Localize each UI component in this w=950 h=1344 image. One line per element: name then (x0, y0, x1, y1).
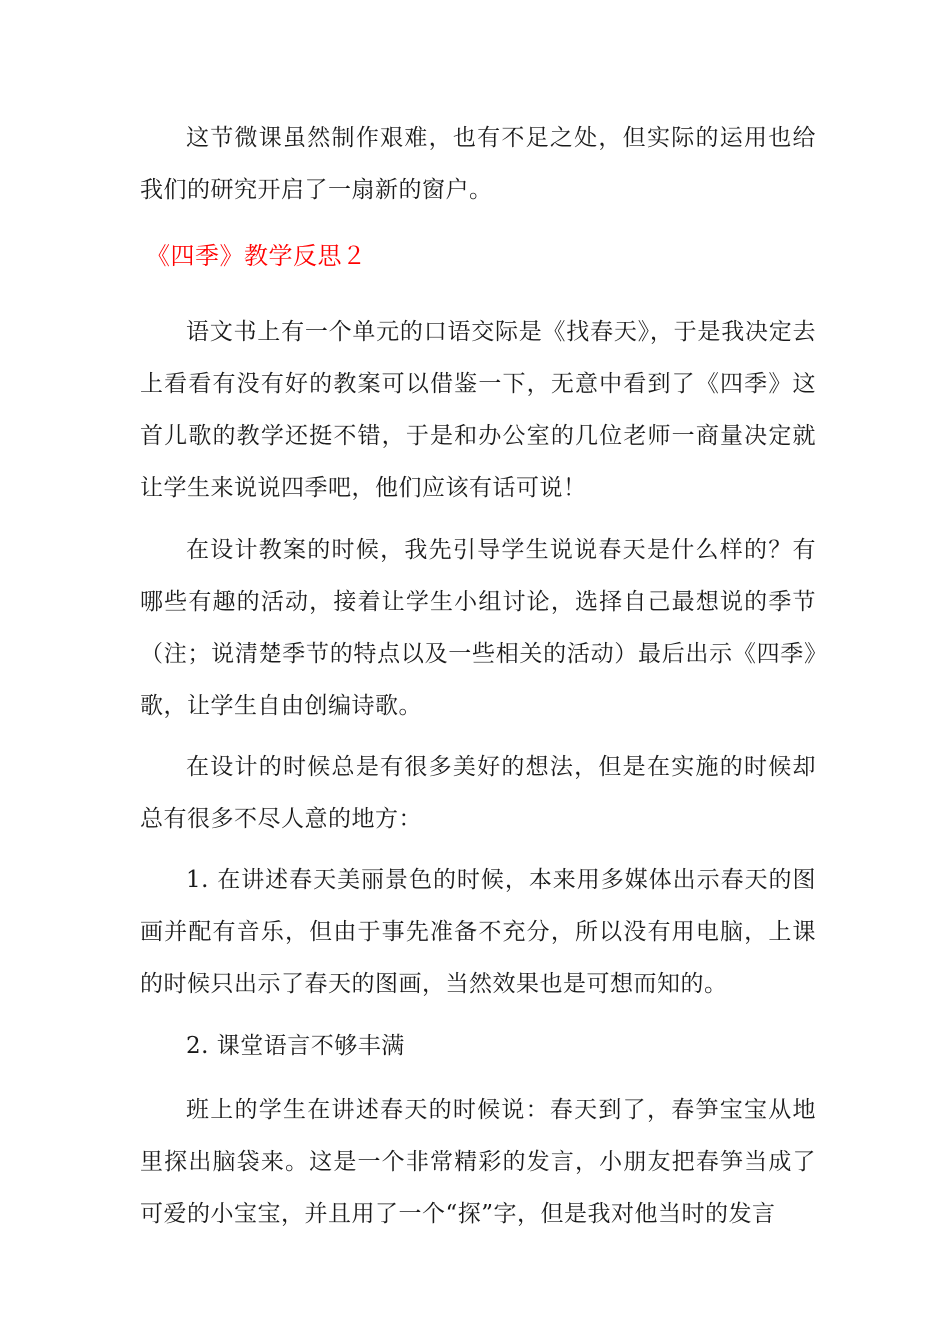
paragraph-1: 语文书上有一个单元的口语交际是《找春天》，于是我决定去上看看有没有好的教案可以借鉴一下，无意中看到了《四季》这首儿歌的教学还挺不错，于是和办公室的几位老师一商量决定就让学生来说说四季吧，他们应该有话可说！ (140, 319, 816, 501)
paragraph-3: 在设计的时候总是有很多美好的想法，但是在实施的时候却总有很多不尽人意的地方： (140, 754, 816, 832)
paragraph-2: 在设计教案的时候，我先引导学生说说春天是什么样的？有哪些有趣的活动，接着让学生小组讨论，选择自己最想说的季节（注；说清楚季节的特点以及一些相关的活动）最后出示《四季》歌，让学生自由创编诗歌。 (140, 537, 816, 719)
paragraph-6: 班上的学生在讲述春天的时候说：春天到了，春笋宝宝从地里探出脑袋来。这是一个非常精彩的发言，小朋友把春笋当成了可爱的小宝宝，并且用了一个“探”字，但是我对他当时的发言 (140, 1097, 816, 1227)
paragraph-5-list-item-2: 2. 课堂语言不够丰满 (186, 1033, 405, 1059)
paragraph-4-list-item-1: 1. 在讲述春天美丽景色的时候，本来用多媒体出示春天的图画并配有音乐，但由于事先准备不充分，所以没有用电脑，上课的时候只出示了春天的图画，当然效果也是可想而知的。 (140, 867, 816, 997)
section-heading: 《四季》教学反思２ (146, 242, 367, 270)
paragraph-intro: 这节微课虽然制作艰难，也有不足之处，但实际的运用也给我们的研究开启了一扇新的窗户。 (140, 125, 816, 203)
